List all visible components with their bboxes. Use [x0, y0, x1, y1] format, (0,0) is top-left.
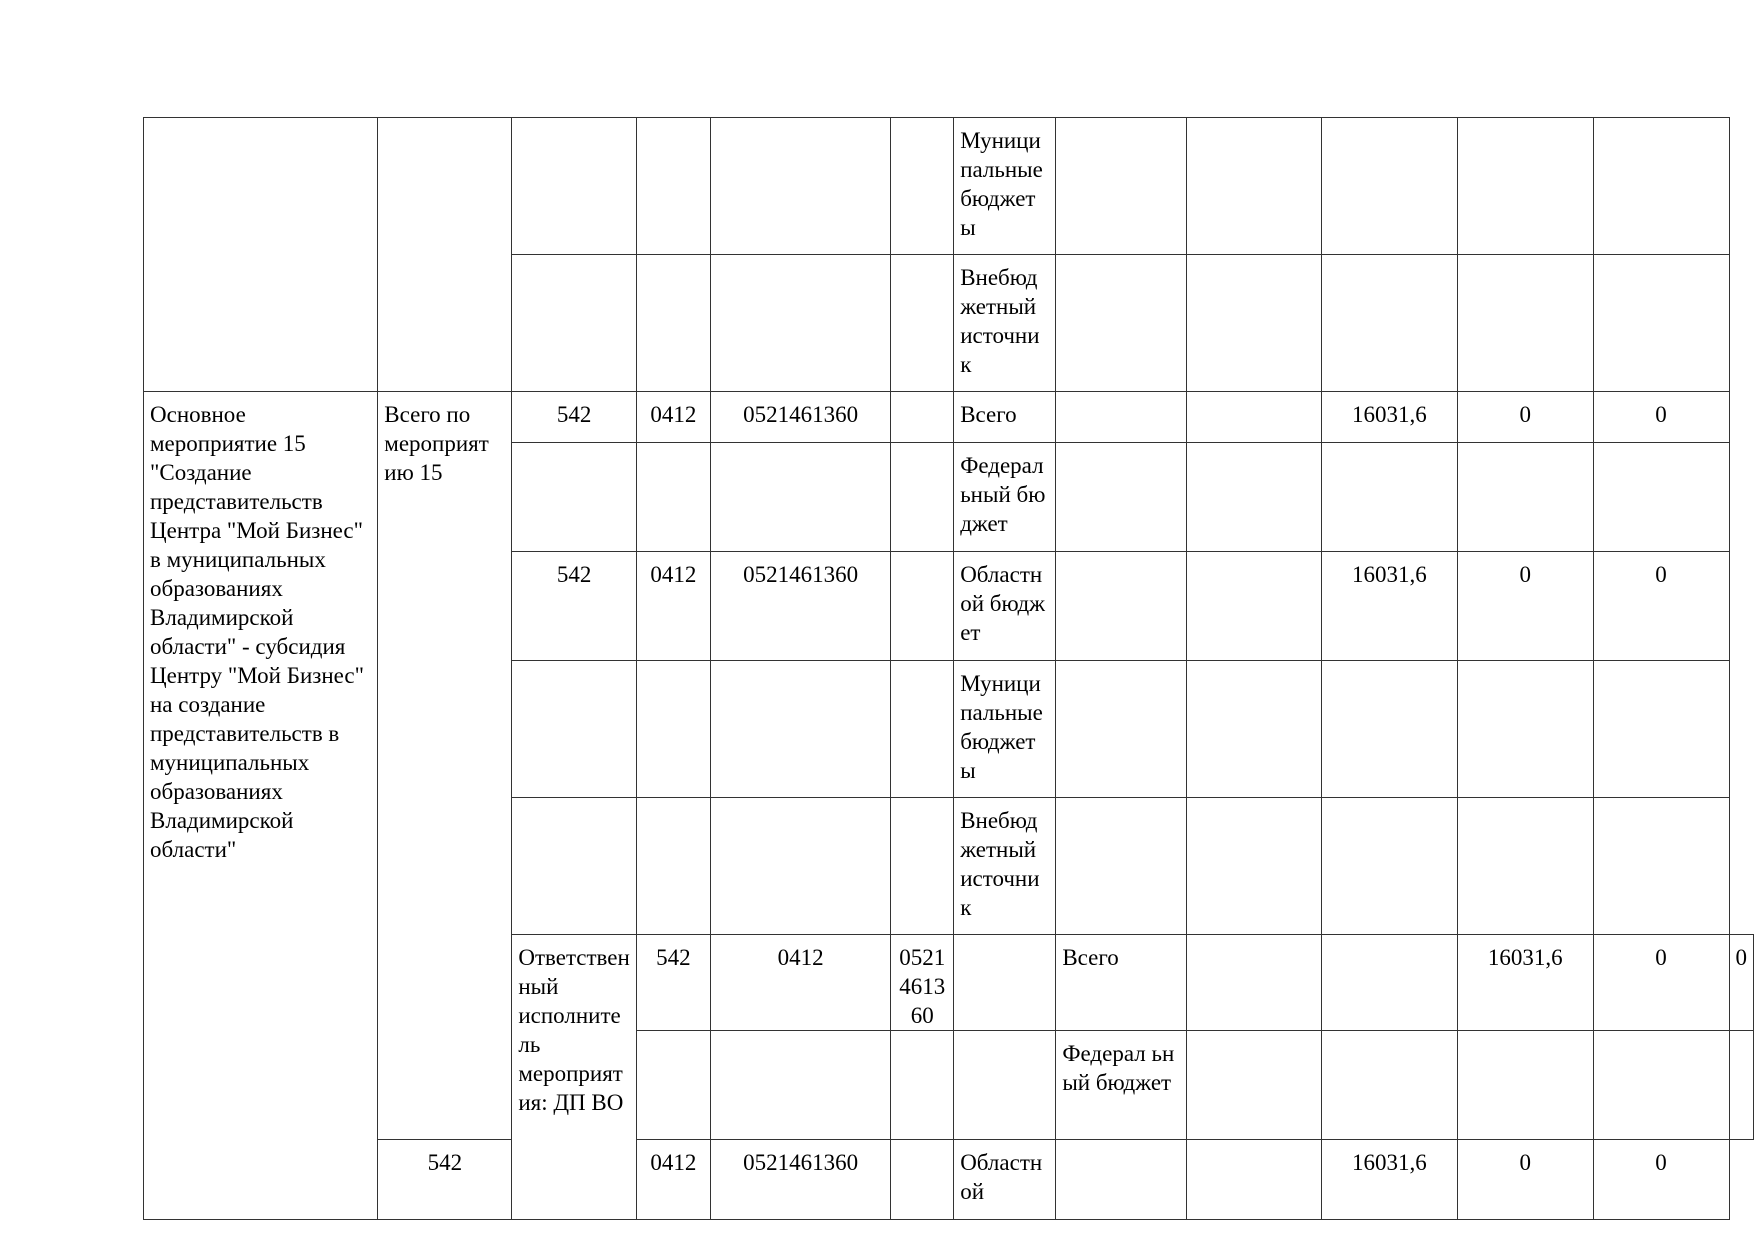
cell-source: Федерал ьный бюджет — [1056, 1031, 1186, 1140]
cell-year-3 — [1322, 255, 1458, 392]
cell-section — [636, 443, 710, 552]
cell-year-1 — [1056, 1140, 1186, 1220]
cell-year-4: 0 — [1593, 935, 1729, 1031]
cell-kbk — [512, 443, 636, 552]
cell-year-1 — [1186, 1031, 1321, 1140]
budget-table-container — [143, 117, 1754, 1220]
cell-kbk — [512, 661, 636, 798]
cell-source: Федерал ьный бюджет — [954, 443, 1056, 552]
cell-year-5: 0 — [1593, 1140, 1729, 1220]
cell-vr — [891, 661, 954, 798]
cell-year-5 — [1729, 1031, 1754, 1140]
cell-section: 0412 — [636, 552, 710, 661]
cell-year-3: 16031,6 — [1322, 392, 1458, 443]
cell-year-3: 16031,6 — [1322, 1140, 1458, 1220]
cell-year-5 — [1593, 443, 1729, 552]
cell-year-2 — [1186, 255, 1321, 392]
cell-vr — [891, 443, 954, 552]
cell-year-1 — [1056, 392, 1186, 443]
cell-source: Внебюд жетный источни к — [954, 798, 1056, 935]
cell-year-2 — [1186, 392, 1321, 443]
cell-year-1 — [1056, 798, 1186, 935]
table-row — [144, 118, 1754, 255]
cell-year-2 — [1186, 798, 1321, 935]
cell-year-1 — [1056, 255, 1186, 392]
cell-year-2 — [1322, 1031, 1458, 1140]
cell-year-2 — [1186, 552, 1321, 661]
event-name-cell: Основное мероприятие 15 "Создание представительств Центра "Мой Бизнес" в муниципальных образованиях Владимирской области" - субсидия Центру "Мой Бизнес" на создание представительств в муниципальных образованиях Владимирской области" — [144, 392, 378, 1220]
cell-year-3 — [1322, 798, 1458, 935]
cell-source: Внебюд жетный источни к — [954, 255, 1056, 392]
cell-source: Областн ой — [954, 1140, 1056, 1220]
cell-year-1 — [1056, 661, 1186, 798]
cell-target: 0521461360 — [711, 1140, 891, 1220]
cell-year-3: 16031,6 — [1322, 552, 1458, 661]
cell-kbk: 542 — [512, 552, 636, 661]
cell-kbk: 542 — [636, 935, 710, 1031]
cell-year-4: 0 — [1457, 552, 1593, 661]
cell-vr — [954, 1031, 1056, 1140]
cell-kbk: 542 — [378, 1140, 512, 1220]
cell-year-3: 16031,6 — [1457, 935, 1593, 1031]
cell-year-5 — [1593, 255, 1729, 392]
cell-year-3 — [1457, 1031, 1593, 1140]
cell-source: Муници пальные бюджет ы — [954, 118, 1056, 255]
cell-year-4 — [1457, 661, 1593, 798]
cell-section — [711, 1031, 891, 1140]
cell-year-5 — [1593, 661, 1729, 798]
cell-target: 0521461360 — [711, 392, 891, 443]
cell-kbk: 542 — [512, 392, 636, 443]
cell-kbk — [512, 255, 636, 392]
cell-year-5 — [1593, 798, 1729, 935]
cell-source: Всего — [1056, 935, 1186, 1031]
cell-year-4 — [1457, 798, 1593, 935]
cell-target — [891, 1031, 954, 1140]
cell-source: Муници пальные бюджет ы — [954, 661, 1056, 798]
cell-section: 0412 — [711, 935, 891, 1031]
cell-vr — [891, 798, 954, 935]
cell-year-3 — [1322, 443, 1458, 552]
cell-year-5: 0 — [1593, 392, 1729, 443]
cell-vr — [891, 392, 954, 443]
cell-year-4: 0 — [1457, 1140, 1593, 1220]
cell-year-3 — [1322, 661, 1458, 798]
cell-vr — [954, 935, 1056, 1031]
cell-year-4 — [1457, 255, 1593, 392]
cell-section — [636, 798, 710, 935]
cell-vr — [891, 118, 954, 255]
event-executor-label: Ответствен ный исполните ль мероприят ия: ДП ВО — [512, 935, 636, 1220]
cell-year-4 — [1593, 1031, 1729, 1140]
cell-year-5: 0 — [1729, 935, 1754, 1031]
cell-target — [711, 118, 891, 255]
cell-year-1 — [1056, 118, 1186, 255]
budget-table — [143, 117, 1754, 1220]
cell-target — [711, 443, 891, 552]
cell-kbk — [636, 1031, 710, 1140]
cell-section: 0412 — [636, 392, 710, 443]
cell-source: Всего — [954, 392, 1056, 443]
cell-year-2 — [1186, 661, 1321, 798]
cell-subtype-continued — [378, 118, 512, 392]
cell-target — [711, 255, 891, 392]
cell-vr — [891, 255, 954, 392]
cell-year-2 — [1322, 935, 1458, 1031]
cell-section — [636, 255, 710, 392]
cell-year-2 — [1186, 118, 1321, 255]
cell-target: 0521461360 — [711, 552, 891, 661]
cell-section: 0412 — [636, 1140, 710, 1220]
event-total-label: Всего по мероприят ию 15 — [378, 392, 512, 1140]
cell-year-5: 0 — [1593, 552, 1729, 661]
cell-target — [711, 798, 891, 935]
cell-target — [711, 661, 891, 798]
cell-year-4 — [1457, 118, 1593, 255]
cell-year-5 — [1593, 118, 1729, 255]
cell-section — [636, 118, 710, 255]
cell-vr — [891, 552, 954, 661]
cell-kbk — [512, 118, 636, 255]
cell-target: 0521461360 — [891, 935, 954, 1031]
cell-kbk — [512, 798, 636, 935]
cell-source: Областн ой бюджет — [954, 552, 1056, 661]
cell-section — [636, 661, 710, 798]
cell-year-1 — [1056, 552, 1186, 661]
table-row — [144, 392, 1754, 443]
cell-vr — [891, 1140, 954, 1220]
cell-year-3 — [1322, 118, 1458, 255]
cell-year-4 — [1457, 443, 1593, 552]
cell-year-1 — [1056, 443, 1186, 552]
cell-year-1 — [1186, 935, 1321, 1031]
cell-year-2 — [1186, 443, 1321, 552]
cell-year-2 — [1186, 1140, 1321, 1220]
cell-year-4: 0 — [1457, 392, 1593, 443]
cell-event-continued — [144, 118, 378, 392]
table-row — [144, 1140, 1754, 1220]
